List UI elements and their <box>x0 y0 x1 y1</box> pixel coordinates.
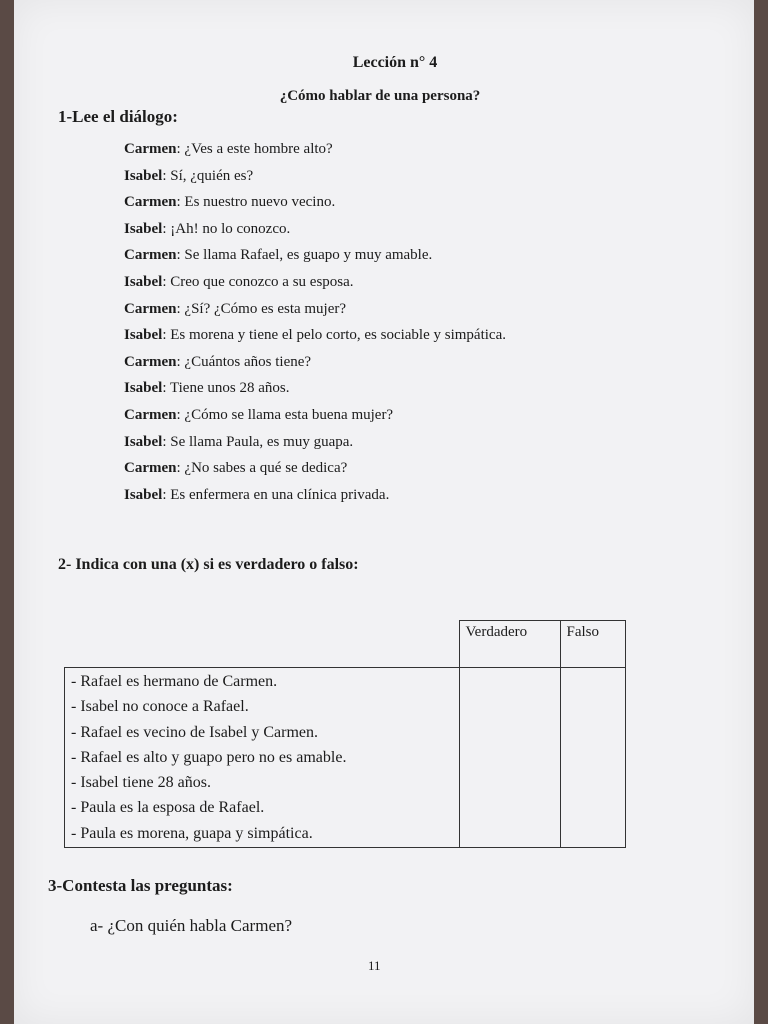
dialog-line <box>124 269 506 296</box>
dialog-text: : Tiene unos 28 años. <box>162 380 290 397</box>
dialog-text: : Se llama Paula, es muy guapa. <box>162 433 354 450</box>
dialog-text: : ¡Ah! no lo conozco. <box>162 220 291 237</box>
speaker-name: Isabel <box>124 433 163 450</box>
dialog-text: : Sí, ¿quién es? <box>162 167 254 184</box>
speaker-name: Isabel <box>124 273 163 290</box>
dialog-text: : Es nuestro nuevo vecino. <box>176 194 336 211</box>
dialog-line <box>124 482 506 509</box>
dialog-line <box>124 429 506 456</box>
speaker-name: Carmen <box>124 194 177 211</box>
statement-row: - Rafael es vecino de Isabel y Carmen. <box>71 723 319 741</box>
dialog-line <box>124 296 506 323</box>
column-header-false: Falso <box>560 621 625 668</box>
dialog-line <box>124 349 506 376</box>
statement-row: - Paula es la esposa de Rafael. <box>71 799 265 817</box>
section-3-heading: 3-Contesta las preguntas: <box>48 876 233 895</box>
speaker-name: Isabel <box>124 327 163 344</box>
true-answer-column[interactable] <box>459 668 560 848</box>
dialog-text: : Es morena y tiene el pelo corto, es sociable y simpática. <box>162 327 506 344</box>
lesson-title: Lección n° 4 <box>352 54 438 71</box>
dialog-text: : Se llama Rafael, es guapo y muy amable. <box>176 247 433 264</box>
section-1-heading: 1-Lee el diálogo: <box>58 107 178 126</box>
dialog-line <box>124 216 506 243</box>
speaker-name: Carmen <box>124 300 177 317</box>
dialog-line <box>124 189 506 216</box>
true-false-table <box>64 620 626 848</box>
dialog-text: : ¿No sabes a qué se dedica? <box>176 460 348 477</box>
speaker-name: Isabel <box>124 220 163 237</box>
speaker-name: Isabel <box>124 486 163 503</box>
speaker-name: Carmen <box>124 406 177 423</box>
page-number: 11 <box>368 958 381 973</box>
dialog-line <box>124 322 506 349</box>
speaker-name: Carmen <box>124 141 177 157</box>
dialog-text: : ¿Cuántos años tiene? <box>176 353 312 370</box>
dialog-line <box>124 375 506 402</box>
question-a: a- ¿Con quién habla Carmen? <box>90 916 293 935</box>
statements-cell <box>65 668 460 848</box>
dialog-line <box>124 402 506 429</box>
statement-row: - Paula es morena, guapa y simpática. <box>71 824 313 842</box>
table-header-blank <box>65 621 460 668</box>
dialog-text: : ¿Sí? ¿Cómo es esta mujer? <box>176 300 347 317</box>
speaker-name: Carmen <box>124 247 177 264</box>
dialog-text: : ¿Ves a este hombre alto? <box>176 141 333 157</box>
statement-row: - Isabel tiene 28 años. <box>71 774 211 792</box>
speaker-name: Carmen <box>124 353 177 370</box>
speaker-name: Carmen <box>124 460 177 477</box>
speaker-name: Isabel <box>124 167 163 184</box>
false-answer-column[interactable] <box>560 668 625 848</box>
statement-row: - Rafael es hermano de Carmen. <box>71 673 278 690</box>
section-2-heading: 2- Indica con una (x) si es verdadero o falso: <box>58 556 359 573</box>
dialog-line <box>124 136 506 163</box>
dialog-text: : Es enfermera en una clínica privada. <box>162 486 390 503</box>
dialog-text: : ¿Cómo se llama esta buena mujer? <box>176 406 394 423</box>
column-header-true: Verdadero <box>459 621 560 668</box>
lesson-subtitle: ¿Cómo hablar de una persona? <box>279 88 481 104</box>
speaker-name: Isabel <box>124 380 163 397</box>
dialog-line <box>124 242 506 269</box>
dialog-text: : Creo que conozco a su esposa. <box>162 273 354 290</box>
dialog-line <box>124 455 506 482</box>
dialog <box>124 136 506 508</box>
statement-row: - Rafael es alto y guapo pero no es amable. <box>71 748 347 766</box>
statement-row: - Isabel no conoce a Rafael. <box>71 698 249 716</box>
dialog-line <box>124 163 506 190</box>
